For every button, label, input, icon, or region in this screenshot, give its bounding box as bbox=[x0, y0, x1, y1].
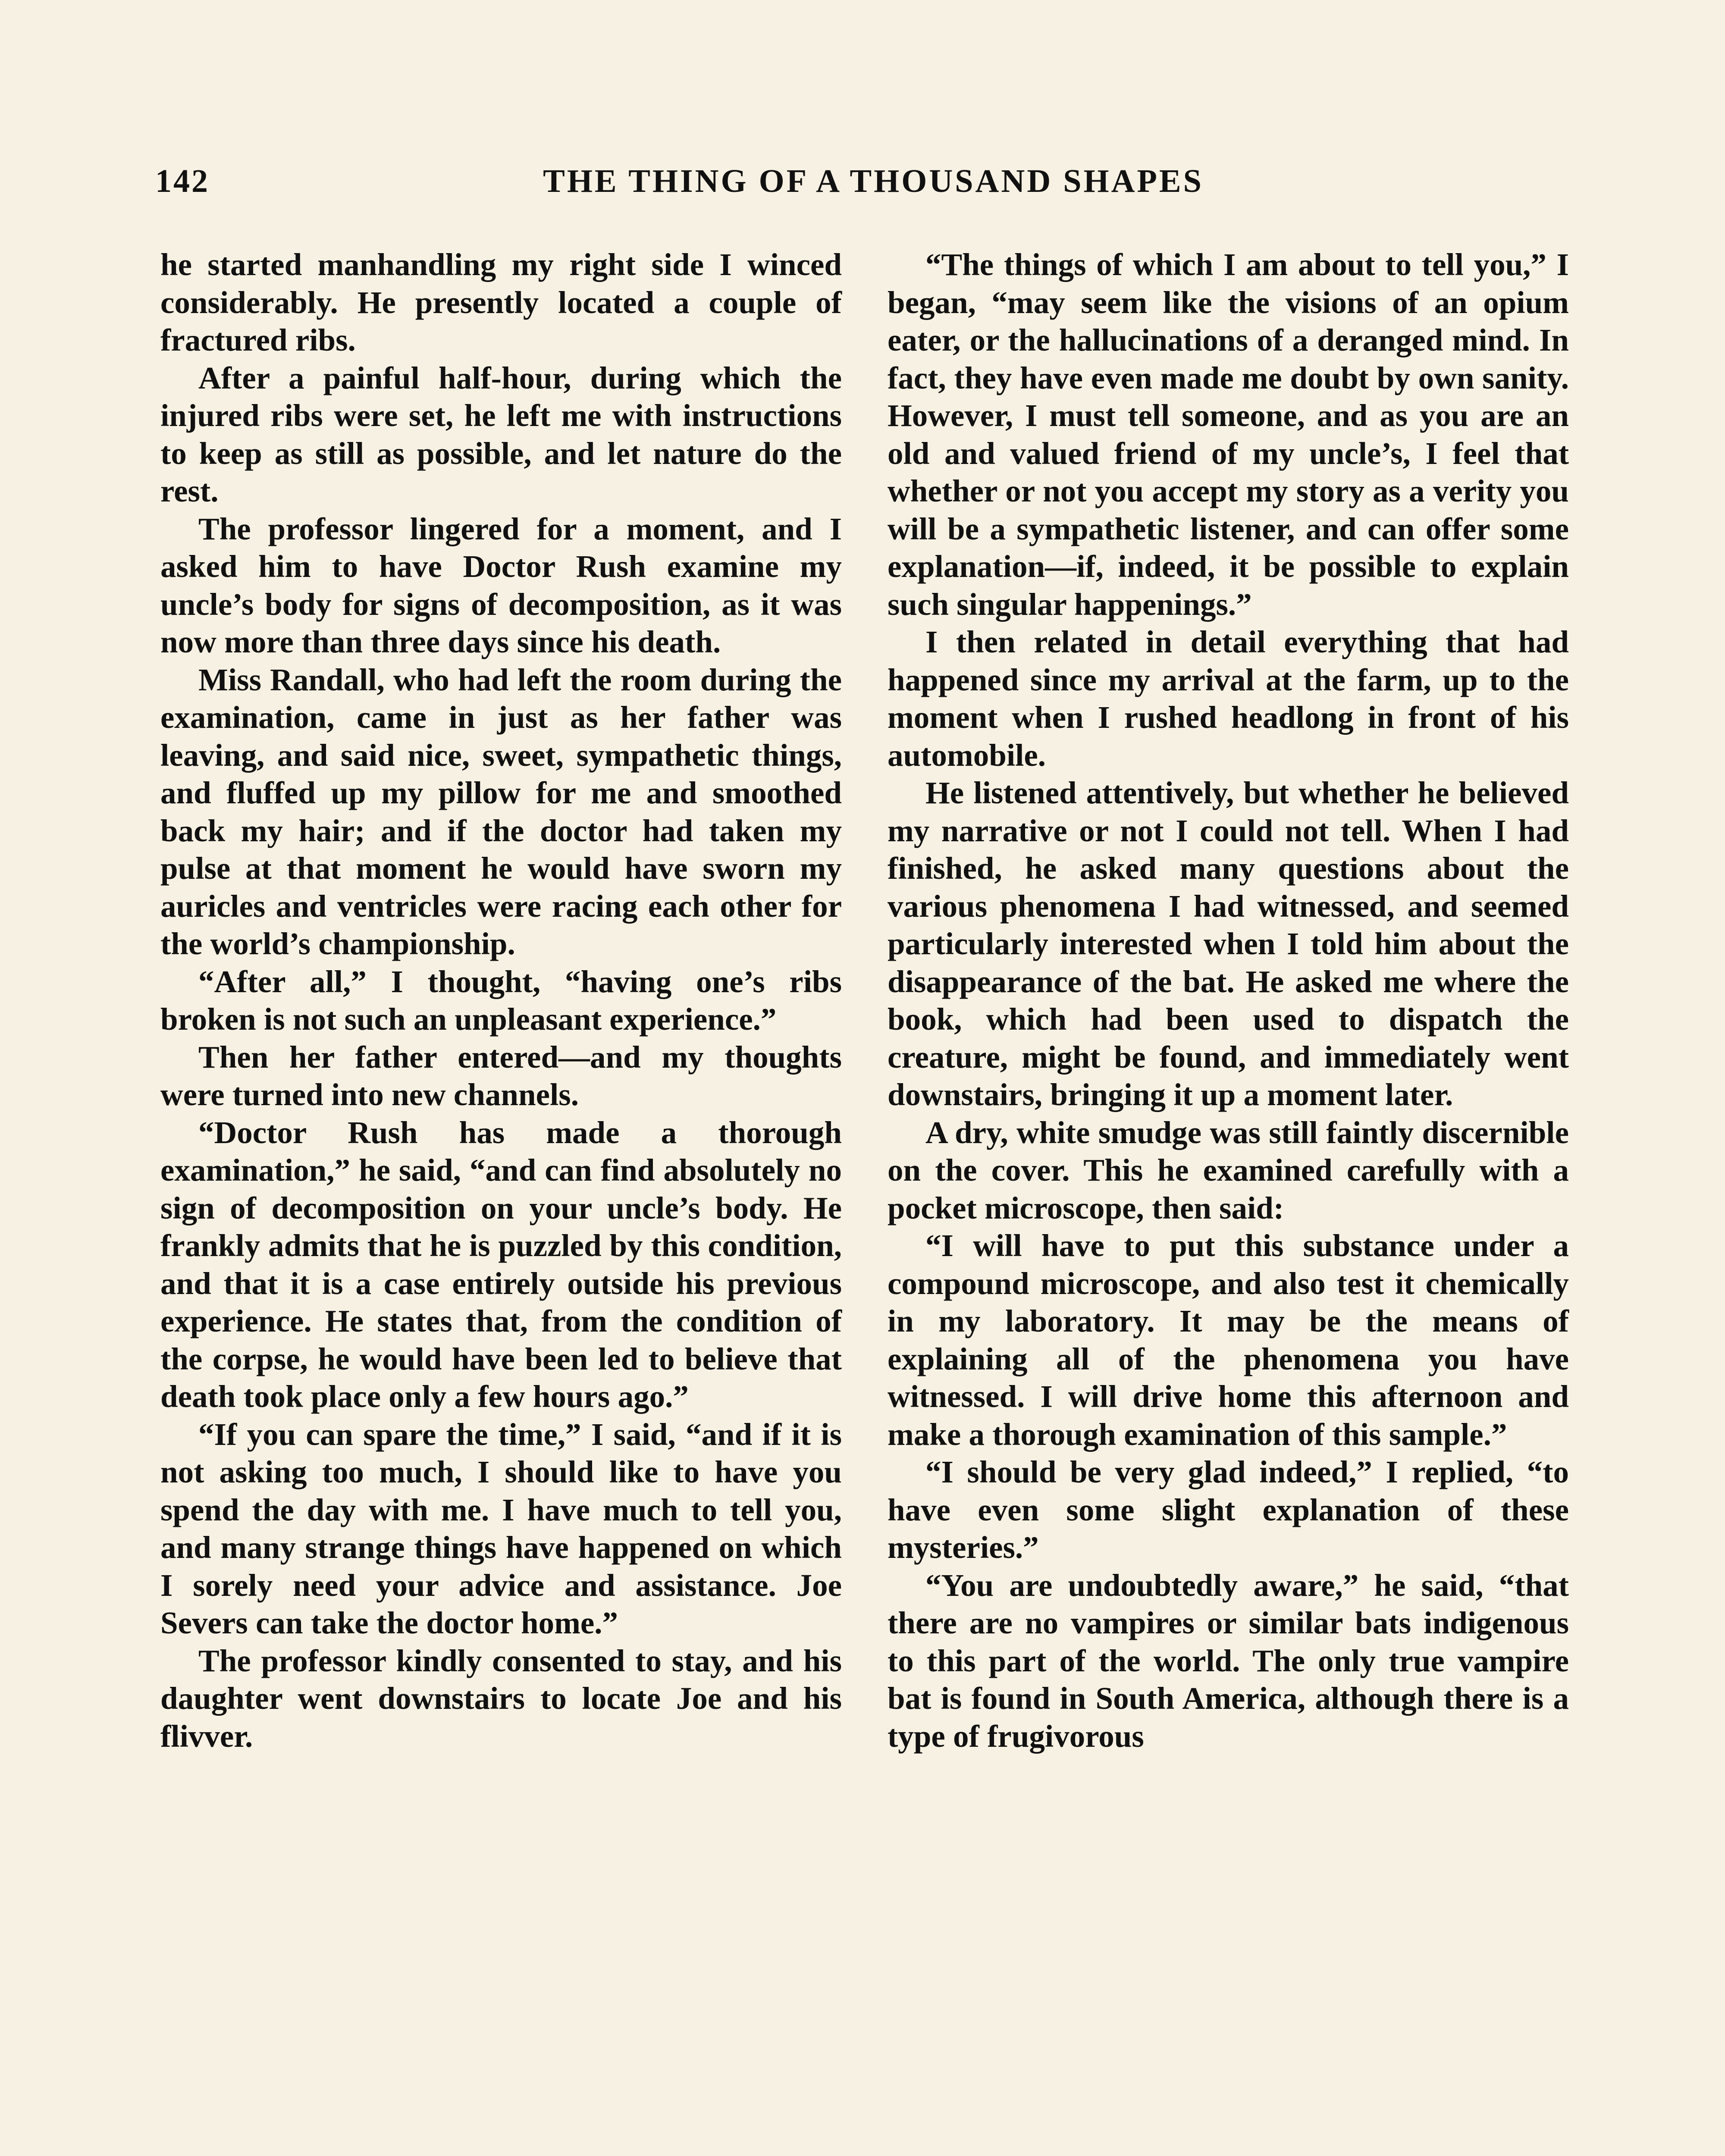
paragraph: “After all,” I thought, “having one’s ribs broken is not such an unpleasant experience.” bbox=[160, 964, 842, 1037]
paragraph: “I should be very glad indeed,” I replied, “to have even some slight explanation of these mysteries.” bbox=[888, 1454, 1569, 1565]
left-text-column bbox=[160, 246, 842, 2156]
paragraph: A dry, white smudge was still faintly discernible on the cover. This he examined carefully with a pocket microscope, then said: bbox=[888, 1115, 1569, 1225]
right-text-column bbox=[888, 246, 1569, 2156]
paragraph: “If you can spare the time,” I said, “and if it is not asking too much, I should like to have you spend the day with me. I have much to tell you, and many strange things have happened on which I sorely need your advice and assistance. Joe Severs can take the doctor home.” bbox=[160, 1416, 842, 1640]
paragraph: Miss Randall, who had left the room during the examination, came in just as her father was leaving, and said nice, sweet, sympathetic things, and fluffed up my pillow for me and smoothed back my hair; and if the doctor had taken my pulse at that moment he would have sworn my auricles and ventricles were racing each other for the world’s championship. bbox=[160, 662, 842, 961]
paragraph: Then her father entered—and my thoughts were turned into new channels. bbox=[160, 1039, 842, 1112]
paragraph: The professor kindly consented to stay, and his daughter went downstairs to locate Joe and his flivver. bbox=[160, 1643, 842, 1754]
paragraph: The professor lingered for a moment, and I asked him to have Doctor Rush examine my uncle’s body for signs of decomposition, as it was now more than three days since his death. bbox=[160, 511, 842, 659]
paragraph: “I will have to put this substance under a compound microscope, and also test it chemically in my laboratory. It may be the means of explaining all of the phenomena you have witnessed. I will drive home this afternoon and make a thorough examination of this sample.” bbox=[888, 1228, 1569, 1452]
paragraph: “You are undoubtedly aware,” he said, “that there are no vampires or similar bats indigenous to this part of the world. The only true vampire bat is found in South America, although there is a type of frugivorous bbox=[888, 1567, 1569, 1754]
page-number: 142 bbox=[155, 163, 210, 199]
paragraph: I then related in detail everything that had happened since my arrival at the farm, up to the moment when I rushed headlong in front of his automobile. bbox=[888, 624, 1569, 773]
paragraph: “Doctor Rush has made a thorough examination,” he said, “and can find absolutely no sign of decomposition on your uncle’s body. He frankly admits that he is puzzled by this condition, and that it is a case entirely outside his previous experience. He states that, from the condition of the corpse, he would have been led to believe that death took place only a few hours ago.” bbox=[160, 1115, 842, 1414]
paragraph: After a painful half-hour, during which the injured ribs were set, he left me with instructions to keep as still as possible, and let nature do the rest. bbox=[160, 360, 842, 508]
paragraph: He listened attentively, but whether he believed my narrative or not I could not tell. When I had finished, he asked many questions about the various phenomena I had witnessed, and seemed particularly interested when I told him about the disappearance of the bat. He asked me where the book, which had been used to dispatch the creature, might be found, and immediately went downstairs, bringing it up a moment later. bbox=[888, 775, 1569, 1112]
page-header bbox=[155, 155, 1565, 207]
paragraph: “The things of which I am about to tell you,” I began, “may seem like the visions of an opium eater, or the hallucinations of a deranged mind. In fact, they have even made me doubt by own sanity. However, I must tell someone, and as you are an old and valued friend of my uncle’s, I feel that whether or not you accept my story as a verity you will be a sympathetic listener, and can offer some explanation—if, indeed, it be possible to explain such singular happenings.” bbox=[888, 247, 1569, 622]
paragraph: he started manhandling my right side I winced considerably. He presently located a couple of fractured ribs. bbox=[160, 247, 842, 357]
running-head: THE THING OF A THOUSAND SHAPES bbox=[543, 163, 1204, 199]
